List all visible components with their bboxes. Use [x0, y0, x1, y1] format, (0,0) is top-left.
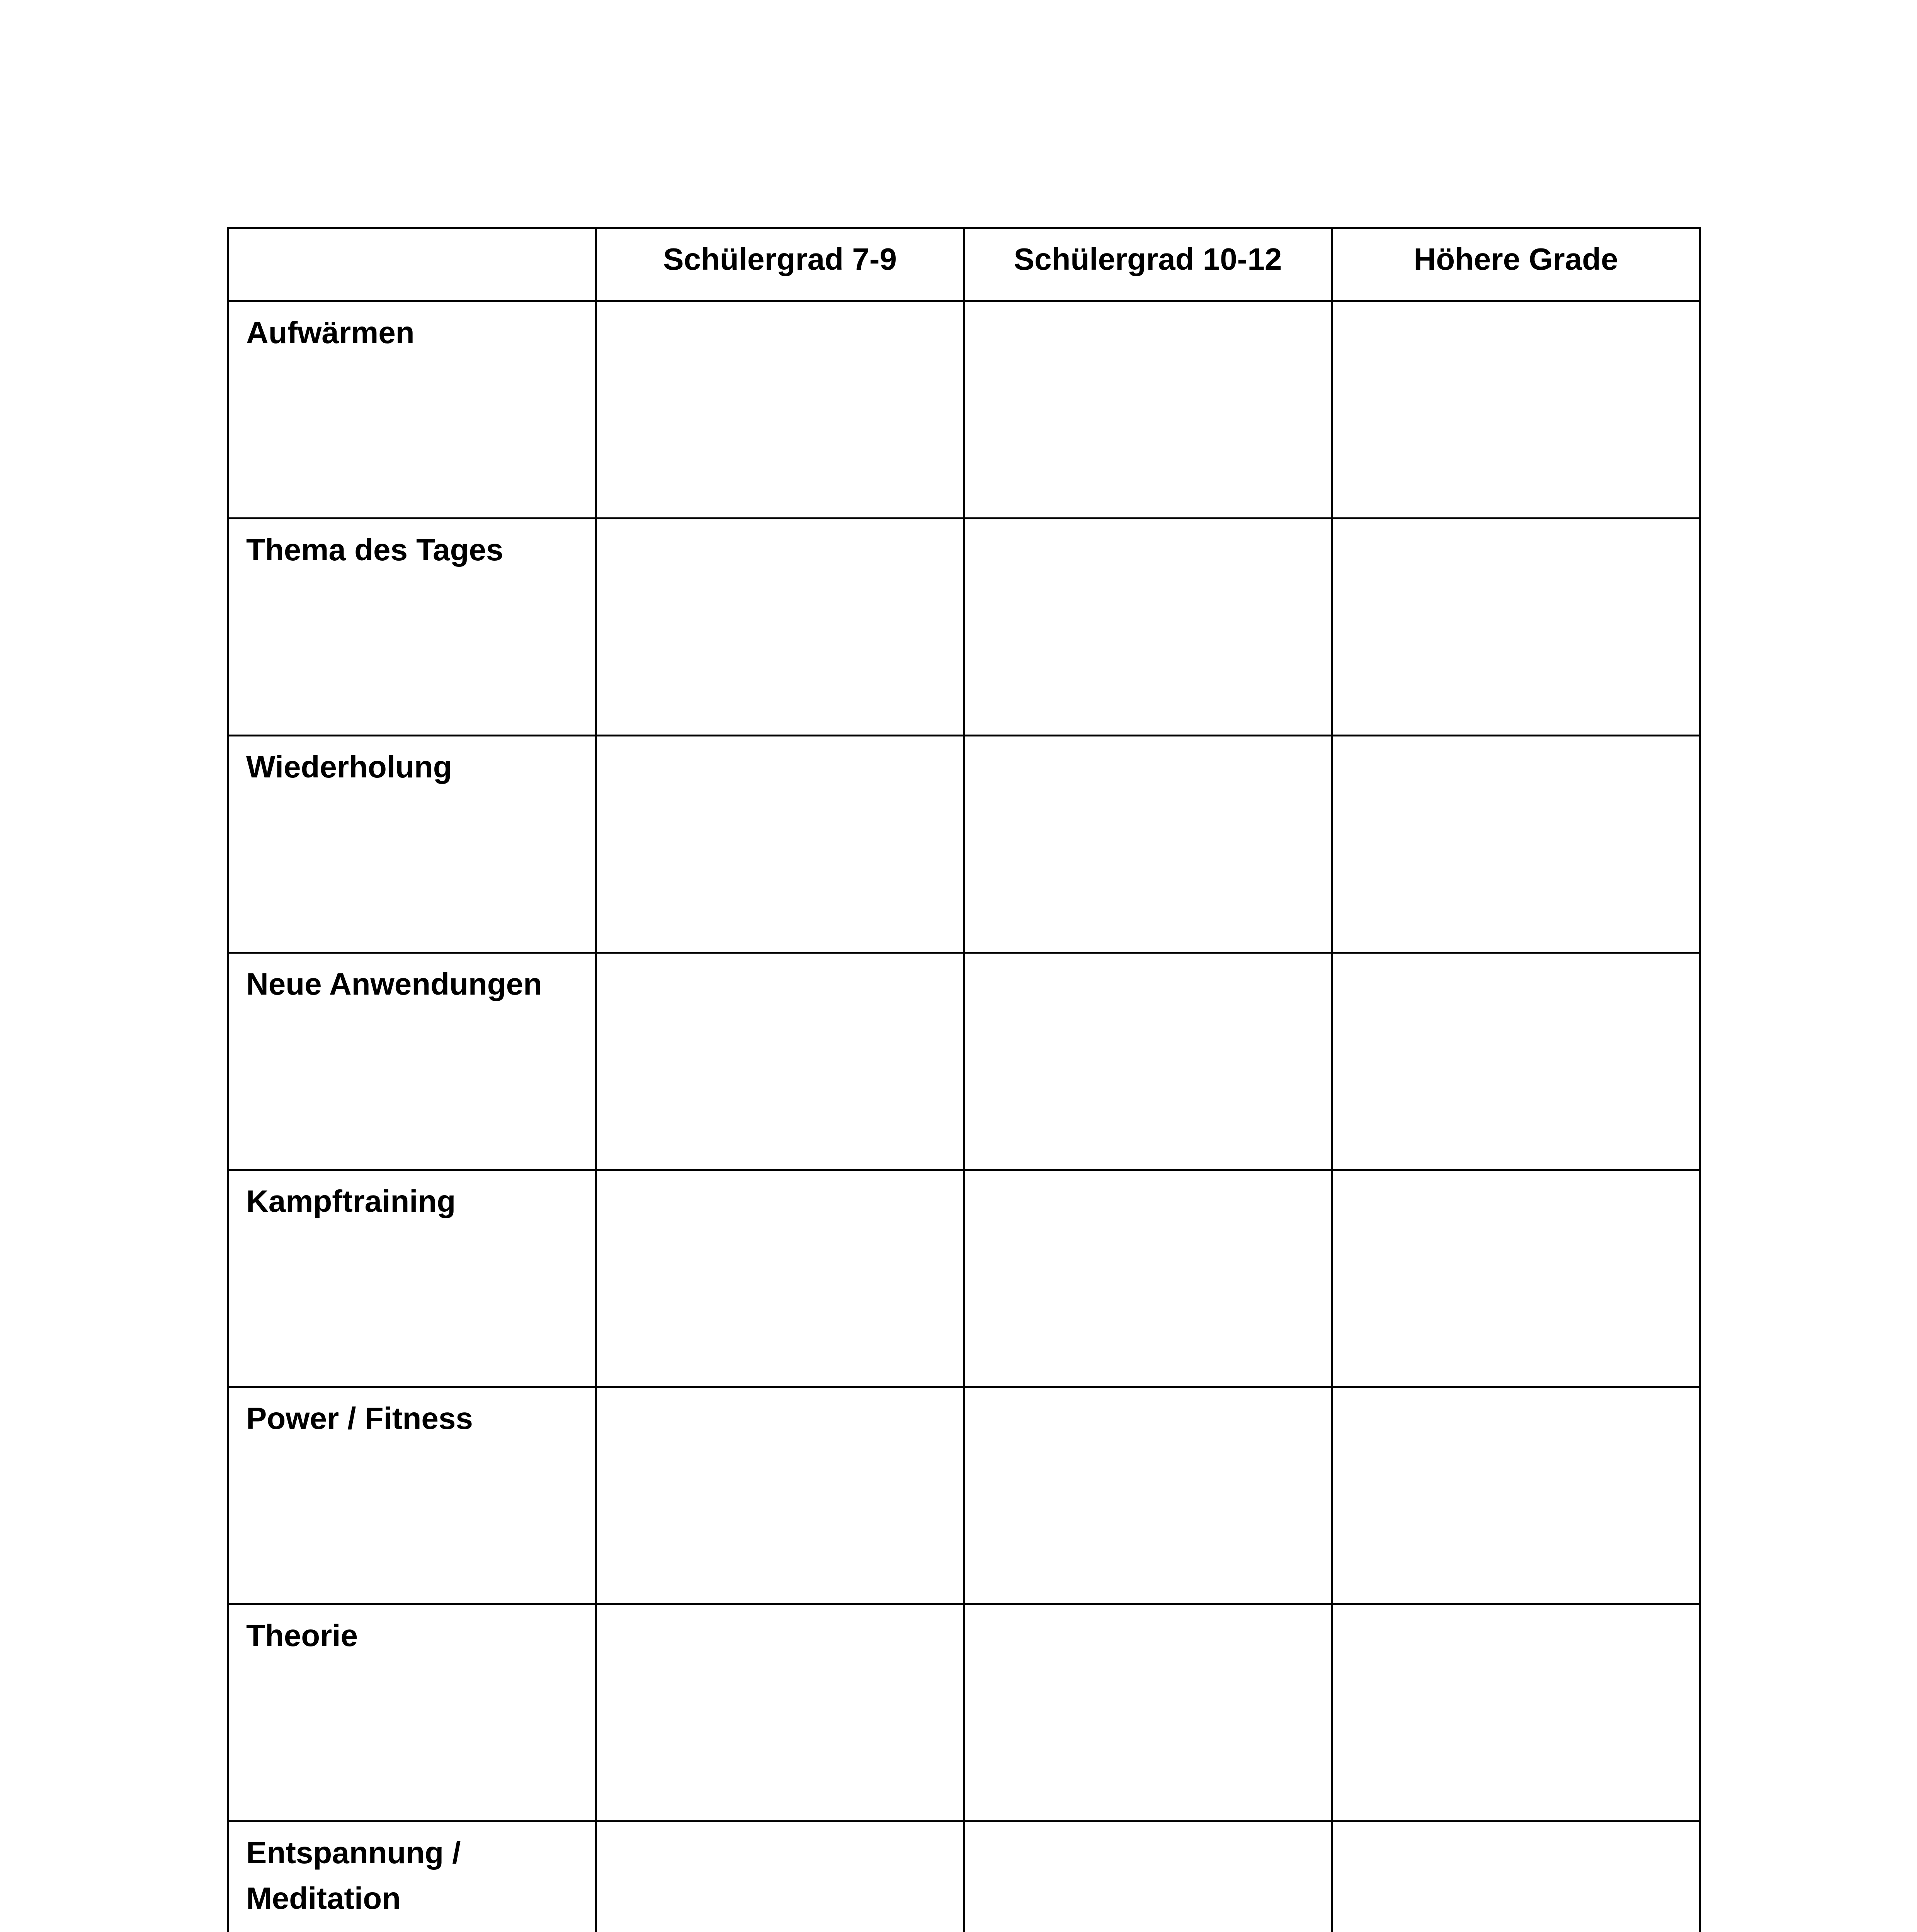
table-row	[228, 1170, 1700, 1387]
table-cell	[964, 301, 1332, 519]
table-row	[228, 1821, 1700, 1932]
table-cell	[964, 1170, 1332, 1387]
table-cell	[1332, 1387, 1700, 1604]
table-cell	[964, 1604, 1332, 1821]
table-cell	[596, 736, 964, 953]
row-label-theory: Theorie	[228, 1604, 596, 1821]
table-row	[228, 736, 1700, 953]
table-cell	[1332, 1170, 1700, 1387]
header-cell-higher-grades: Höhere Grade	[1332, 228, 1700, 301]
table-cell	[596, 1604, 964, 1821]
table-row	[228, 1604, 1700, 1821]
table-row	[228, 1387, 1700, 1604]
table-row	[228, 953, 1700, 1170]
table-cell	[1332, 519, 1700, 736]
row-label-combat-training: Kampftraining	[228, 1170, 596, 1387]
table-cell	[964, 1387, 1332, 1604]
training-plan-table-upper-grades	[227, 227, 1701, 1932]
table-cell	[964, 1821, 1332, 1932]
row-label-power-fitness: Power / Fitness	[228, 1387, 596, 1604]
table-cell	[964, 736, 1332, 953]
table-cell	[964, 953, 1332, 1170]
table-cell	[964, 519, 1332, 736]
table-cell	[596, 301, 964, 519]
table-row	[228, 519, 1700, 736]
row-label-new-applications: Neue Anwendungen	[228, 953, 596, 1170]
table-cell	[1332, 736, 1700, 953]
table-cell	[1332, 1821, 1700, 1932]
table-cell	[596, 953, 964, 1170]
table-cell	[596, 1387, 964, 1604]
table-row	[228, 301, 1700, 519]
table-cell	[596, 519, 964, 736]
table-cell	[596, 1821, 964, 1932]
table-cell	[1332, 1604, 1700, 1821]
header-cell-grade-10-12: Schülergrad 10-12	[964, 228, 1332, 301]
header-cell-empty	[228, 228, 596, 301]
row-label-relaxation-meditation: Entspannung / Meditation	[228, 1821, 596, 1932]
header-cell-grade-7-9: Schülergrad 7-9	[596, 228, 964, 301]
row-label-topic-of-day: Thema des Tages	[228, 519, 596, 736]
row-label-warmup: Aufwärmen	[228, 301, 596, 519]
table-cell	[1332, 953, 1700, 1170]
table-header-row	[228, 228, 1700, 301]
row-label-repetition: Wiederholung	[228, 736, 596, 953]
table-cell	[596, 1170, 964, 1387]
table-cell	[1332, 301, 1700, 519]
